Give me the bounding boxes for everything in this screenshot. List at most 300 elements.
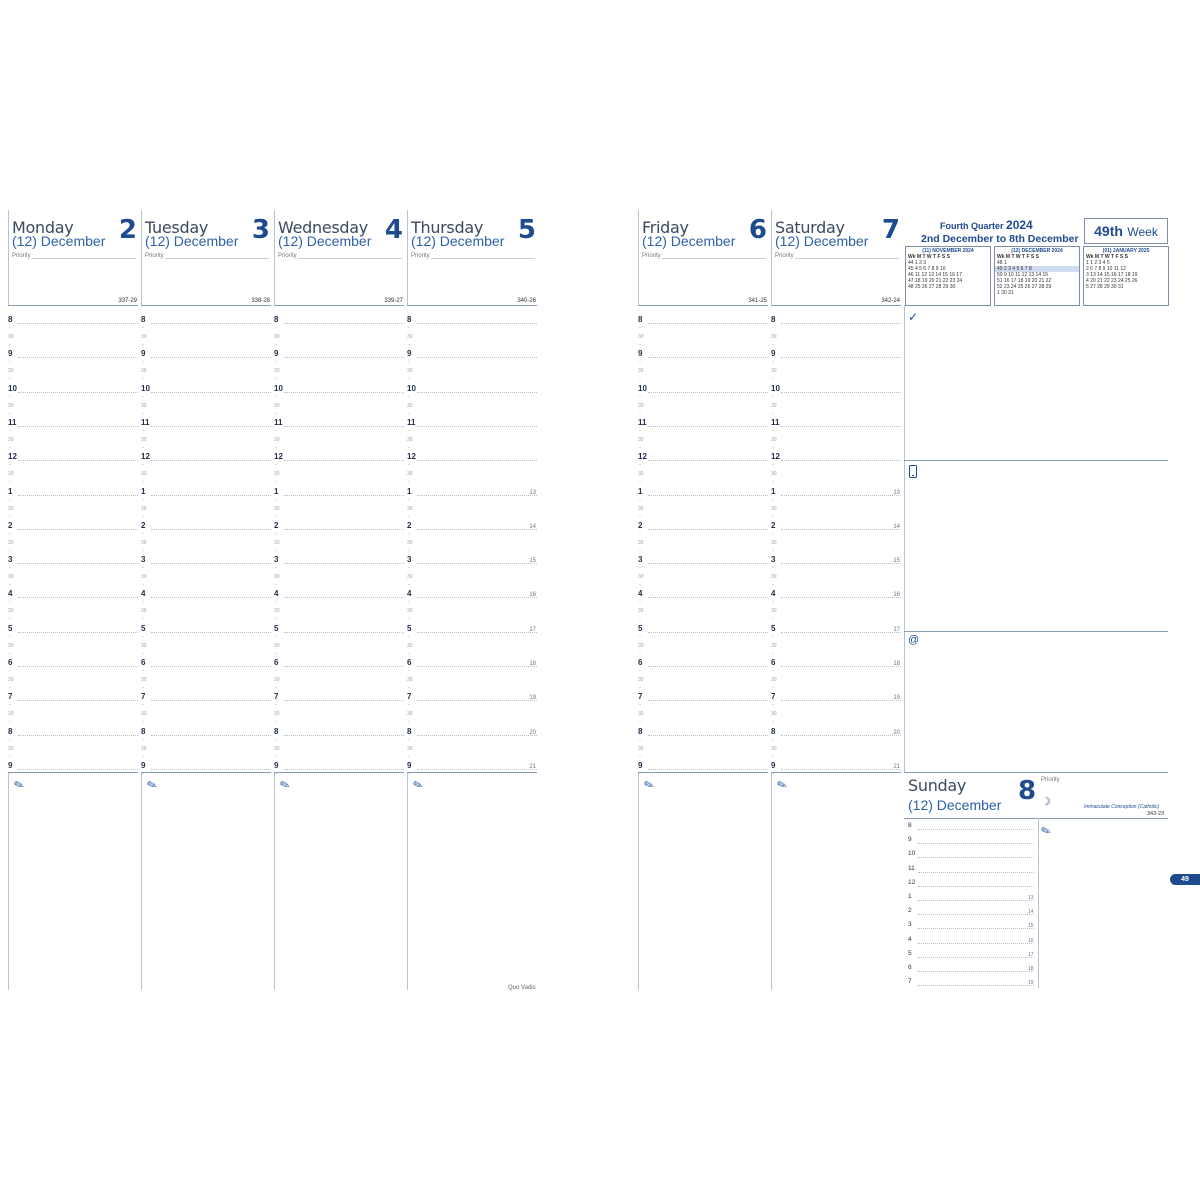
quarter-tick: - <box>9 633 11 640</box>
hour-24-label: 21 <box>893 763 900 770</box>
hour-label: 8 <box>407 726 412 736</box>
hour-line <box>781 563 901 564</box>
quarter-tick: - <box>639 650 641 657</box>
sunday-hour-label: 3 <box>908 921 912 929</box>
hour-label: 2 <box>638 520 643 530</box>
sunday-hour-24-label: 17 <box>1028 951 1034 958</box>
quarter-tick: - <box>275 770 277 777</box>
priority-line <box>662 258 766 259</box>
hour-label: 3 <box>141 555 146 565</box>
quarter-tick: - <box>9 325 11 331</box>
hour-label: 7 <box>407 692 412 702</box>
hour-label: 9 <box>274 349 279 359</box>
quarter-tick: - <box>772 444 774 451</box>
week-box: 49th Week <box>1084 218 1168 244</box>
quarter-tick: - <box>142 479 144 486</box>
hour-line <box>781 392 901 393</box>
day-name-text: Saturday <box>775 218 845 237</box>
hour-label: 11 <box>141 417 150 427</box>
hour-line <box>151 666 271 667</box>
notes-top-rule <box>638 772 768 773</box>
hour-line <box>648 735 768 736</box>
hour-label: 8 <box>407 315 412 324</box>
quarter-tick: - <box>142 616 144 623</box>
quarter-tick: - <box>639 685 641 691</box>
sunday-hour-line <box>918 857 1034 858</box>
quarter-tick: - <box>142 530 144 537</box>
hour-line <box>781 426 901 427</box>
hour-line <box>151 426 271 427</box>
hour-line <box>151 700 271 701</box>
quarter-tick: - <box>142 668 144 674</box>
quarter-tick: - <box>772 582 774 589</box>
quarter-tick: - <box>639 393 641 400</box>
quarter-tick: - <box>772 668 774 674</box>
half-hour-label: 30 <box>274 471 280 478</box>
quarter-tick: - <box>408 616 410 623</box>
half-hour-label: 30 <box>141 677 147 683</box>
hour-label: 6 <box>407 658 412 667</box>
day-number: 4 <box>384 215 403 245</box>
hour-line <box>648 597 768 598</box>
section-rule-3 <box>904 772 1168 773</box>
day-column-thursday <box>407 210 540 990</box>
half-hour-label: 30 <box>8 642 14 649</box>
sunday-month: (12) December <box>908 797 1002 813</box>
hour-label: 4 <box>407 589 412 599</box>
quarter-tick: - <box>408 753 410 760</box>
hour-line <box>417 735 537 736</box>
sunday-dayno: 343-23 <box>1147 811 1165 817</box>
quarter-tick: - <box>408 530 410 537</box>
hour-line <box>284 392 404 393</box>
hour-line <box>781 460 901 461</box>
half-hour-label: 30 <box>638 334 644 340</box>
half-hour-label: 30 <box>274 402 280 409</box>
sunday-notes-pen-icon: ✎ <box>1038 822 1054 840</box>
hour-label: 1 <box>407 486 412 496</box>
sunday-hour-line <box>918 872 1034 873</box>
quarter-tick: - <box>275 668 277 674</box>
quarter-tick: - <box>142 582 144 589</box>
quarter-tick: - <box>772 736 774 743</box>
hour-line <box>284 597 404 598</box>
notes-pen-icon: ✎ <box>410 776 426 794</box>
quarter-tick: - <box>639 376 641 383</box>
quarter-tick: - <box>408 547 410 554</box>
quarter-tick: - <box>142 444 144 451</box>
hour-line <box>18 323 138 324</box>
hour-line <box>284 323 404 324</box>
quarter-tick: - <box>275 444 277 451</box>
quarter-tick: - <box>408 668 410 674</box>
mini-calendar-title: (11) NOVEMBER 2024 <box>922 248 974 254</box>
quarter-tick: - <box>142 650 144 657</box>
quarter-tick: - <box>275 427 277 434</box>
quarter-tick: - <box>9 650 11 657</box>
sunday-rule <box>904 818 1168 819</box>
quarter-tick: - <box>142 496 144 503</box>
hour-label: 9 <box>407 349 412 359</box>
column-border <box>274 210 275 305</box>
quarter-tick: - <box>639 547 641 554</box>
quarter-tick: - <box>275 719 277 726</box>
hour-label: 12 <box>771 452 780 462</box>
sunday-hour-label: 7 <box>908 978 912 986</box>
quarter-tick: - <box>408 650 410 657</box>
quarter-tick: - <box>9 479 11 486</box>
quarter-tick: - <box>772 359 774 366</box>
half-hour-label: 30 <box>407 505 413 512</box>
day-name-text: Tuesday <box>145 218 208 237</box>
hour-label: 10 <box>141 383 150 393</box>
quarter-title: Fourth Quarter 2024 <box>940 218 1033 232</box>
hour-line <box>18 495 138 496</box>
quarter-tick: - <box>639 410 641 417</box>
hour-line <box>417 392 537 393</box>
mini-calendar-head: Wk M T W T F S S <box>997 254 1039 260</box>
sunday-hour-label: 11 <box>908 864 915 872</box>
hour-line <box>417 529 537 530</box>
day-column-saturday <box>771 210 904 990</box>
half-hour-label: 30 <box>638 642 644 649</box>
quarter-tick: - <box>639 633 641 640</box>
quarter-tick: - <box>142 565 144 572</box>
header-bottom-rule <box>771 305 901 306</box>
hour-line <box>648 460 768 461</box>
hour-label: 6 <box>771 658 776 667</box>
half-hour-label: 30 <box>638 608 644 615</box>
sunday-hour-line <box>918 900 1034 901</box>
left-page <box>8 210 540 990</box>
half-hour-label: 30 <box>274 539 280 546</box>
sunday-hour-line <box>918 985 1034 986</box>
priority-label: Priority <box>278 253 297 259</box>
phone-icon <box>909 465 917 481</box>
hour-line <box>151 563 271 564</box>
hour-24-label: 20 <box>529 729 536 736</box>
day-column-monday <box>8 210 141 990</box>
quarter-tick: - <box>639 359 641 366</box>
quarter-tick: - <box>9 668 11 674</box>
sunday-holiday: Immaculate Conception (Catholic) <box>1084 804 1160 810</box>
sunday-hour-24-label: 13 <box>1028 895 1034 901</box>
quarter-tick: - <box>408 410 410 417</box>
hour-line <box>417 426 537 427</box>
notes-top-rule <box>8 772 138 773</box>
hour-label: 10 <box>638 383 647 393</box>
hour-label: 2 <box>274 520 279 530</box>
quarter-tick: - <box>639 736 641 743</box>
mini-calendar-title: (12) DECEMBER 2024 <box>1011 248 1063 254</box>
priority-label: Priority <box>642 253 661 259</box>
half-hour-label: 30 <box>141 574 147 581</box>
mini-calendar-row: 3 13 14 15 16 17 18 19 <box>1086 272 1138 278</box>
brand-footer: Quo Vadis <box>508 985 536 991</box>
hour-line <box>151 597 271 598</box>
half-hour-label: 30 <box>771 436 777 443</box>
quarter-tick: - <box>275 496 277 503</box>
hour-label: 1 <box>771 486 776 496</box>
hour-label: 9 <box>8 349 13 359</box>
hour-label: 7 <box>638 692 643 702</box>
quarter-tick: - <box>142 325 144 331</box>
quarter-tick: - <box>275 342 277 348</box>
sunday-hour-24-label: 18 <box>1028 966 1034 972</box>
hour-label: 8 <box>8 726 13 736</box>
hour-line <box>648 495 768 496</box>
hour-label: 1 <box>274 486 279 496</box>
mini-calendar-title: (01) JANUARY 2025 <box>1102 248 1150 254</box>
half-hour-label: 30 <box>8 436 14 443</box>
hour-line <box>648 529 768 530</box>
half-hour-label: 30 <box>638 471 644 478</box>
quarter-tick: - <box>275 616 277 623</box>
column-border-lower <box>274 772 275 990</box>
quarter-tick: - <box>9 376 11 383</box>
quarter-tick: - <box>9 530 11 537</box>
hour-line <box>151 529 271 530</box>
sunday-priority: Priority <box>1041 777 1060 783</box>
hour-label: 2 <box>141 520 146 530</box>
day-column-wednesday <box>274 210 407 990</box>
mini-calendar-row: 49 2 3 4 5 6 7 8 <box>995 266 1079 272</box>
quarter-tick: - <box>639 753 641 760</box>
page-tab[interactable] <box>1170 874 1200 885</box>
hour-line <box>417 769 537 770</box>
hour-label: 3 <box>771 555 776 565</box>
half-hour-label: 30 <box>407 402 413 409</box>
quarter-tick: - <box>772 530 774 537</box>
notes-pen-icon: ✎ <box>641 776 657 794</box>
quarter-tick: - <box>639 530 641 537</box>
quarter-tick: - <box>142 753 144 760</box>
quarter-tick: - <box>772 547 774 554</box>
hour-24-label: 13 <box>529 489 536 496</box>
quarter-tick: - <box>142 342 144 348</box>
hour-label: 2 <box>8 520 13 530</box>
sunday-hour-line <box>918 928 1034 929</box>
half-hour-label: 30 <box>407 436 413 443</box>
quarter-tick: - <box>9 444 11 451</box>
hour-label: 12 <box>274 452 283 462</box>
quarter-tick: - <box>772 770 774 777</box>
mini-calendar-row: 2 6 7 8 9 10 11 12 <box>1086 266 1126 272</box>
hour-label: 5 <box>274 623 279 633</box>
half-hour-label: 30 <box>141 505 147 512</box>
half-hour-label: 30 <box>274 745 280 752</box>
hour-line <box>417 460 537 461</box>
hour-line <box>151 495 271 496</box>
hour-label: 3 <box>274 555 279 565</box>
hour-label: 6 <box>8 658 13 667</box>
hour-line <box>284 426 404 427</box>
hour-label: 8 <box>8 315 13 324</box>
sunday-hour-label: 6 <box>908 964 912 971</box>
half-hour-label: 30 <box>141 539 147 546</box>
hour-line <box>284 632 404 633</box>
priority-line <box>32 258 136 259</box>
sunday-hour-line <box>918 829 1034 830</box>
quarter-tick: - <box>275 325 277 331</box>
sunday-name: Sunday <box>908 776 967 795</box>
quarter-tick: - <box>408 376 410 383</box>
day-month: (12) December <box>12 233 106 249</box>
quarter-tick: - <box>142 427 144 434</box>
quarter-tick: - <box>275 685 277 691</box>
half-hour-label: 30 <box>274 677 280 683</box>
hour-line <box>284 563 404 564</box>
hour-line <box>648 392 768 393</box>
hour-24-label: 15 <box>529 558 536 565</box>
half-hour-label: 30 <box>8 539 14 546</box>
half-hour-label: 30 <box>407 471 413 478</box>
quarter-tick: - <box>639 479 641 486</box>
quarter-tick: - <box>639 702 641 709</box>
quarter-tick: - <box>275 565 277 572</box>
hour-24-label: 18 <box>529 661 536 667</box>
header-bottom-rule <box>274 305 404 306</box>
quarter-tick: - <box>408 393 410 400</box>
hour-line <box>151 357 271 358</box>
hour-line <box>284 495 404 496</box>
hour-24-label: 13 <box>893 489 900 496</box>
hour-label: 9 <box>8 760 13 770</box>
hour-24-label: 16 <box>893 592 900 599</box>
quarter-tick: - <box>772 616 774 623</box>
quarter-tick: - <box>275 599 277 606</box>
hour-24-label: 21 <box>529 763 536 770</box>
sunday-number: 8 <box>1018 776 1037 806</box>
quarter-tick: - <box>639 770 641 777</box>
hour-24-label: 18 <box>893 661 900 667</box>
hour-line <box>284 460 404 461</box>
sunday-hour-label: 8 <box>908 822 912 829</box>
quarter-tick: - <box>408 685 410 691</box>
hour-line <box>417 495 537 496</box>
hour-line <box>648 769 768 770</box>
sunday-hour-24-label: 14 <box>1028 909 1034 916</box>
day-number: 7 <box>881 215 900 245</box>
hour-label: 6 <box>274 658 279 667</box>
half-hour-label: 30 <box>141 368 147 375</box>
priority-label: Priority <box>145 253 164 259</box>
hour-line <box>18 769 138 770</box>
quarter-tick: - <box>772 565 774 572</box>
hour-line <box>781 632 901 633</box>
hour-label: 9 <box>771 349 776 359</box>
hour-label: 8 <box>638 315 643 324</box>
week-range: 2nd December to 8th December <box>921 233 1079 245</box>
hour-line <box>648 563 768 564</box>
quarter-tick: - <box>9 410 11 417</box>
quarter-tick: - <box>408 702 410 709</box>
hour-label: 11 <box>274 417 283 427</box>
half-hour-label: 30 <box>407 368 413 375</box>
hour-label: 12 <box>8 452 17 462</box>
hour-line <box>284 700 404 701</box>
mini-calendar-row: 1 1 2 3 4 5 <box>1086 260 1110 266</box>
quarter-tick: - <box>639 444 641 451</box>
hour-label: 9 <box>141 349 146 359</box>
sunday-hour-line <box>918 914 1034 915</box>
hour-label: 9 <box>638 760 643 770</box>
quarter-tick: - <box>275 650 277 657</box>
quarter-tick: - <box>772 342 774 348</box>
quarter-tick: - <box>408 736 410 743</box>
sunday-hour-line <box>918 843 1034 844</box>
priority-line <box>298 258 402 259</box>
half-hour-label: 30 <box>274 608 280 615</box>
half-hour-label: 30 <box>771 334 777 340</box>
quarter-tick: - <box>9 393 11 400</box>
column-border-lower <box>8 772 9 990</box>
half-hour-label: 30 <box>638 539 644 546</box>
hour-label: 12 <box>407 452 416 462</box>
hour-24-label: 20 <box>893 729 900 736</box>
quarter-tick: - <box>142 599 144 606</box>
column-border-lower <box>638 772 639 990</box>
quarter-tick: - <box>9 342 11 348</box>
quarter-tick: - <box>639 342 641 348</box>
half-hour-label: 30 <box>274 642 280 649</box>
quarter-tick: - <box>275 582 277 589</box>
quarter-tick: - <box>639 582 641 589</box>
hour-label: 9 <box>638 349 643 359</box>
half-hour-label: 30 <box>141 471 147 478</box>
hour-line <box>284 735 404 736</box>
sunday-hour-label: 2 <box>908 907 912 915</box>
mini-calendar-row: 5 27 28 29 30 31 <box>1086 284 1124 290</box>
priority-label: Priority <box>411 253 430 259</box>
quarter-tick: - <box>9 753 11 760</box>
mini-calendar-row: 52 23 24 25 26 27 28 29 <box>997 284 1052 290</box>
hour-line <box>151 769 271 770</box>
quarter-tick: - <box>772 599 774 606</box>
half-hour-label: 30 <box>638 711 644 718</box>
hour-line <box>781 700 901 701</box>
quarter-tick: - <box>408 444 410 451</box>
column-border <box>141 210 142 305</box>
hour-label: 4 <box>8 589 13 599</box>
quarter-tick: - <box>639 496 641 503</box>
hour-line <box>648 323 768 324</box>
hour-line <box>18 357 138 358</box>
day-name-text: Thursday <box>411 218 483 237</box>
hour-label: 7 <box>274 692 279 702</box>
day-number: 3 <box>251 215 270 245</box>
priority-line <box>165 258 269 259</box>
quarter-tick: - <box>408 770 410 777</box>
moon-icon: ☽ <box>1041 796 1051 808</box>
quarter-tick: - <box>408 599 410 606</box>
day-of-year: 337-29 <box>118 298 137 304</box>
half-hour-label: 30 <box>8 574 14 581</box>
hour-line <box>284 357 404 358</box>
mini-calendar-row: 46 11 12 13 14 15 16 17 <box>908 272 962 278</box>
quarter-tick: - <box>408 462 410 469</box>
half-hour-label: 30 <box>407 711 413 718</box>
quarter-tick: - <box>772 479 774 486</box>
hour-line <box>648 632 768 633</box>
half-hour-label: 30 <box>771 539 777 546</box>
mini-calendar <box>1083 246 1169 306</box>
half-hour-label: 30 <box>141 745 147 752</box>
quarter-tick: - <box>142 719 144 726</box>
half-hour-label: 30 <box>771 471 777 478</box>
hour-label: 8 <box>141 315 146 324</box>
day-number: 6 <box>748 215 767 245</box>
